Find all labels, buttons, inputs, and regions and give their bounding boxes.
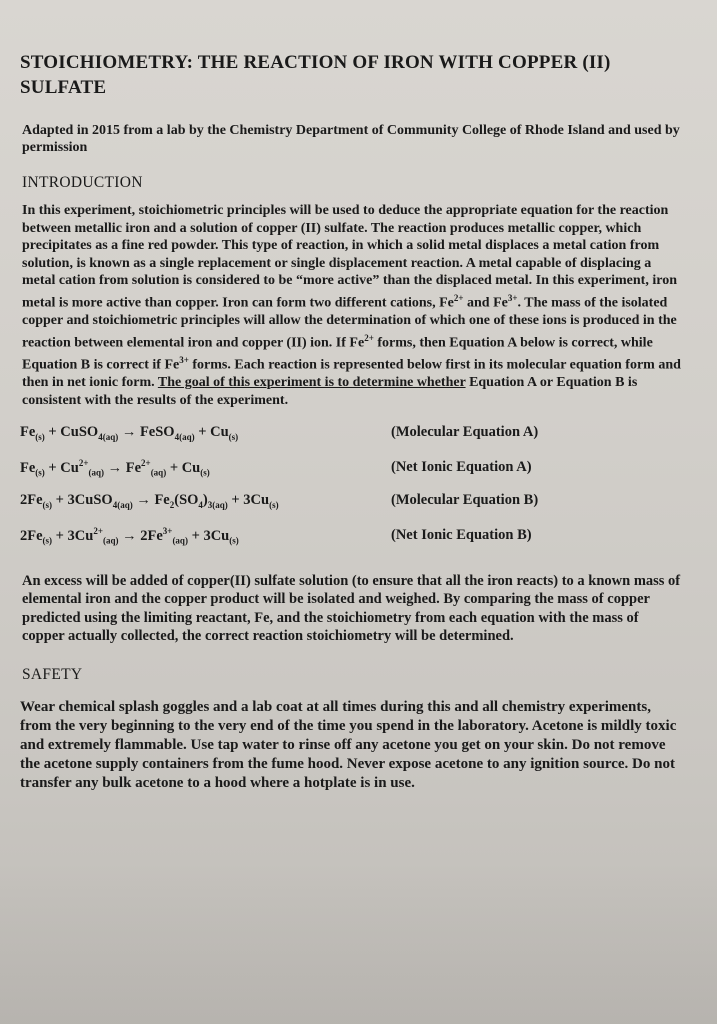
document-title: STOICHIOMETRY: THE REACTION OF IRON WITH COPPER (II) SULFATE [20,52,611,98]
equation-label: (Net Ionic Equation B) [391,527,532,544]
equation-text: $Fe_{(s)} + Cu^{2+}_{(aq)} \to Fe^{2+}_{(aq)} + Cu_{(s)}$ [20,457,210,478]
intro-text-4: forms. Each reaction is represented below first in its molecular equation form and then in net ionic form. [22,357,681,391]
equation-row [20,526,681,560]
equation-label: (Molecular Equation A) [391,423,539,440]
goal-statement: The goal of this experiment is to determine whether [157,375,466,391]
attribution-note: Adapted in 2015 from a lab by the Chemistry Department of Community College of Rhode Island and used by permission [22,123,680,155]
equation-text: $Fe_{(s)}$ + CuSO$_{4(aq)}$ → FeSO$_{4(aq)}$ + $Cu_{(s)}$ [20,423,239,442]
intro-paragraph [22,202,681,410]
equation-row [20,458,681,492]
intro-heading: INTRODUCTION [22,174,143,191]
charge-sup: 2+ [364,332,374,343]
equation-text: $2Fe_{(s)}$ + 3CuSO$_{4(aq)}$ → $Fe_2(SO_4)_{3(aq)} + 3Cu_{(s)}$ [20,491,279,510]
equation-label: (Net Ionic Equation A) [391,459,532,476]
intro-text-2: . The mass of the isolated copper and stoichiometric principles will allow the determination of which one of these ions is produced in the reaction between elemental iron and copper (II) ion. If Fe [22,295,677,351]
intro-text-5: Equation A or Equation B is consistent with the results of the experiment. [22,375,638,408]
equations-block [20,424,681,560]
equation-row [20,424,681,458]
intro-text-1: In this experiment, stoichiometric principles will be used to deduce the appropriate equation for the reaction between metallic iron and a solution of copper (II) sulfate. The reaction produces metallic copper, which precipitates as a fine red powder. This type of reaction, in which a solid metal displaces a metal cation from solution, is known as a single replacement or single displacement reaction. A metal capable of displacing a metal cation from solution is considered to be “more active” than the displaced metal. In this experiment, iron metal is more active than copper. Iron can form two different cations, Fe [22,203,677,311]
intro-text-and: and Fe [463,295,508,311]
charge-sup: 3+ [507,292,518,303]
equation-row [20,492,681,526]
charge-sup: 3+ [179,355,189,366]
intro-text-3: forms, then Equation A below is correct, while Equation B is correct if Fe [22,335,653,373]
equation-text: $2Fe_{(s)} + 3Cu^{2+}_{(aq)} \to 2Fe^{3+}_{(aq)} + 3Cu_{(s)}$ [20,525,239,546]
safety-paragraph: Wear chemical splash goggles and a lab coat at all times during this and all chemistry experiments, from the very beginning to the very end of the time you spend in the laboratory. Acetone is mildly toxic and extremely flammable. Use tap water to rinse off any acetone you get on your skin. Do not remove the acetone supply containers from the fume hood. Never expose acetone to any ignition source. Do not transfer any bulk acetone to a hood where a hotplate is in use. [20,698,677,791]
excess-paragraph: An excess will be added of copper(II) sulfate solution (to ensure that all the iron reacts) to a known mass of elemental iron and the copper product will be isolated and weighed. By comparing the mass of copper predicted using the limiting reactant, Fe, and the stoichiometry from each equation with the mass of copper actually collected, the correct reaction stoichiometry will be determined. [22,572,681,644]
charge-sup: 2+ [453,292,464,303]
safety-heading: SAFETY [22,665,83,683]
equation-label: (Molecular Equation B) [391,491,539,508]
